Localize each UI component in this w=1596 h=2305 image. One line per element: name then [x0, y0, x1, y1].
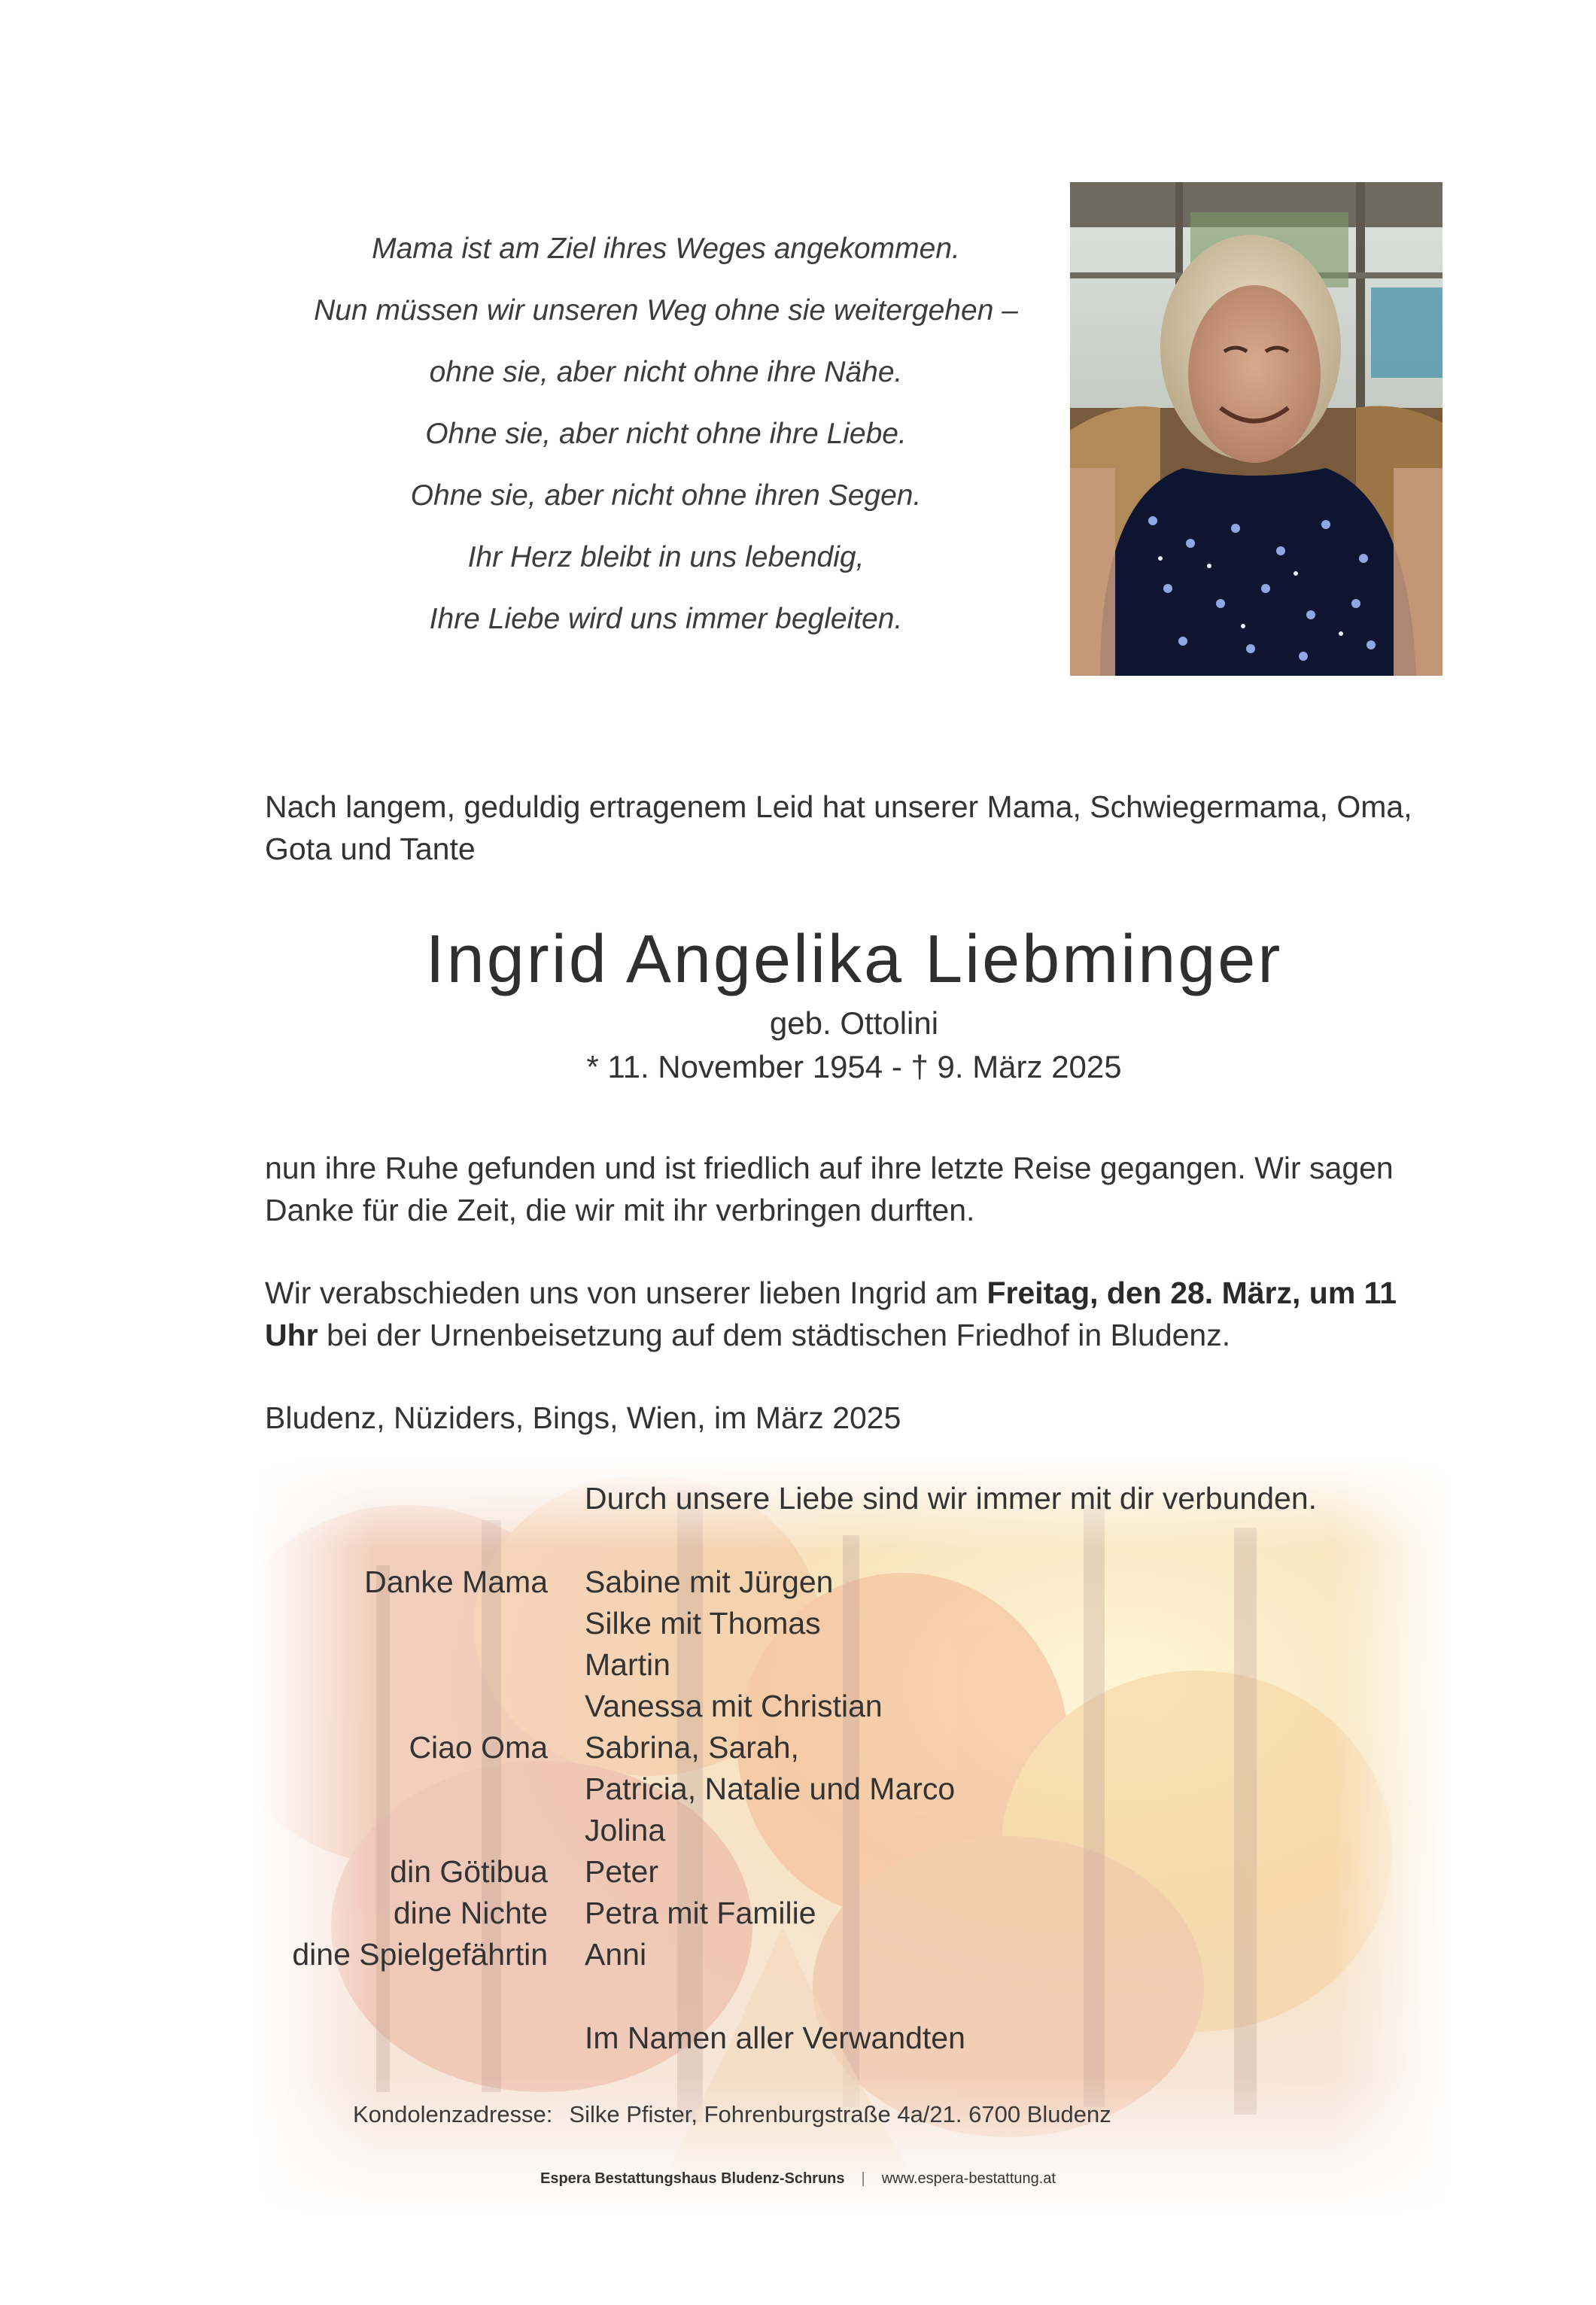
poem-line: Ohne sie, aber nicht ohne ihre Liebe.	[425, 418, 907, 450]
poem-line: Mama ist am Ziel ihres Weges angekommen.	[372, 233, 960, 265]
mourner-label: Ciao Oma	[409, 1730, 548, 1765]
condolence-address	[353, 2100, 1111, 2130]
intro-text: Nach langem, geduldig ertragenem Leid hat unserer Mama, Schwiegermama, Oma, Gota und Tante	[265, 789, 1412, 866]
deceased-name: Ingrid Angelika Liebminger	[425, 922, 1283, 997]
mourner-label: din Götibua	[390, 1854, 548, 1889]
mourner-row	[0, 1809, 1596, 1851]
footer-separator: |	[861, 2170, 865, 2187]
mourner-row	[0, 1685, 1596, 1727]
poem	[286, 218, 1046, 650]
funeral-text-before: Wir verabschieden uns von unserer lieben Ingrid am	[265, 1276, 987, 1310]
mourner-name: Patricia, Natalie und Marco	[585, 1771, 956, 1806]
funeral-home-name: Espera Bestattungshaus Bludenz-Schruns	[540, 2170, 845, 2187]
mourner-label: dine Nichte	[393, 1896, 548, 1930]
mourner-row	[0, 1561, 1596, 1603]
mourner-name: Vanessa mit Christian	[585, 1689, 883, 1723]
mourner-row	[0, 1768, 1596, 1810]
poem-line: Ihr Herz bleibt in uns lebendig,	[467, 541, 865, 573]
mourner-row	[0, 1644, 1596, 1686]
mourner-name: Jolina	[585, 1813, 666, 1847]
mourner-row	[0, 1726, 1596, 1768]
condolence-label: Kondolenzadresse:	[353, 2101, 553, 2127]
funeral-paragraph	[265, 1272, 1439, 1356]
mourner-name: Anni	[585, 1937, 647, 1972]
signature: Im Namen aller Verwandten	[585, 2021, 965, 2055]
mourner-name: Petra mit Familie	[585, 1896, 816, 1930]
portrait-photo	[1070, 182, 1442, 676]
mourner-name: Silke mit Thomas	[585, 1606, 821, 1641]
mourner-row	[0, 1892, 1596, 1934]
life-dates: * 11. November 1954 - † 9. März 2025	[586, 1049, 1122, 1084]
poem-line: ohne sie, aber nicht ohne ihre Nähe.	[429, 356, 903, 388]
mourner-name: Sabrina, Sarah,	[585, 1730, 799, 1765]
funeral-text-after: bei der Urnenbeisetzung auf dem städtischen Friedhof in Bludenz.	[318, 1318, 1231, 1352]
mourner-label: dine Spielgefährtin	[292, 1937, 548, 1972]
mourner-row	[0, 1850, 1596, 1893]
website-link[interactable]: www.espera-bestattung.at	[881, 2170, 1056, 2187]
birth-name: geb. Ottolini	[769, 1005, 939, 1041]
poem-line: Ihre Liebe wird uns immer begleiten.	[429, 603, 903, 635]
mourner-name: Sabine mit Jürgen	[585, 1565, 834, 1599]
poem-line: Ohne sie, aber nicht ohne ihren Segen.	[410, 479, 922, 512]
place-date: Bludenz, Nüziders, Bings, Wien, im März 2025	[265, 1400, 901, 1435]
rest-paragraph: nun ihre Ruhe gefunden und ist friedlich auf ihre letzte Reise gegangen. Wir sagen Danke für die Zeit, die wir mit ihr verbringen durften.	[265, 1151, 1394, 1227]
mourner-name: Peter	[585, 1854, 658, 1889]
motto: Durch unsere Liebe sind wir immer mit dir verbunden.	[585, 1481, 1318, 1516]
footer	[0, 2167, 1596, 2190]
mourner-name: Martin	[585, 1647, 670, 1682]
poem-line: Nun müssen wir unseren Weg ohne sie weitergehen –	[314, 294, 1018, 327]
condolence-address-text: Silke Pfister, Fohrenburgstraße 4a/21. 6700 Bludenz	[569, 2101, 1111, 2127]
mourner-row	[0, 1933, 1596, 1975]
mourner-row	[0, 1602, 1596, 1644]
mourner-label: Danke Mama	[364, 1565, 548, 1599]
funeral-date-time: Freitag, den 28. März, um 11 Uhr	[265, 1276, 1397, 1352]
